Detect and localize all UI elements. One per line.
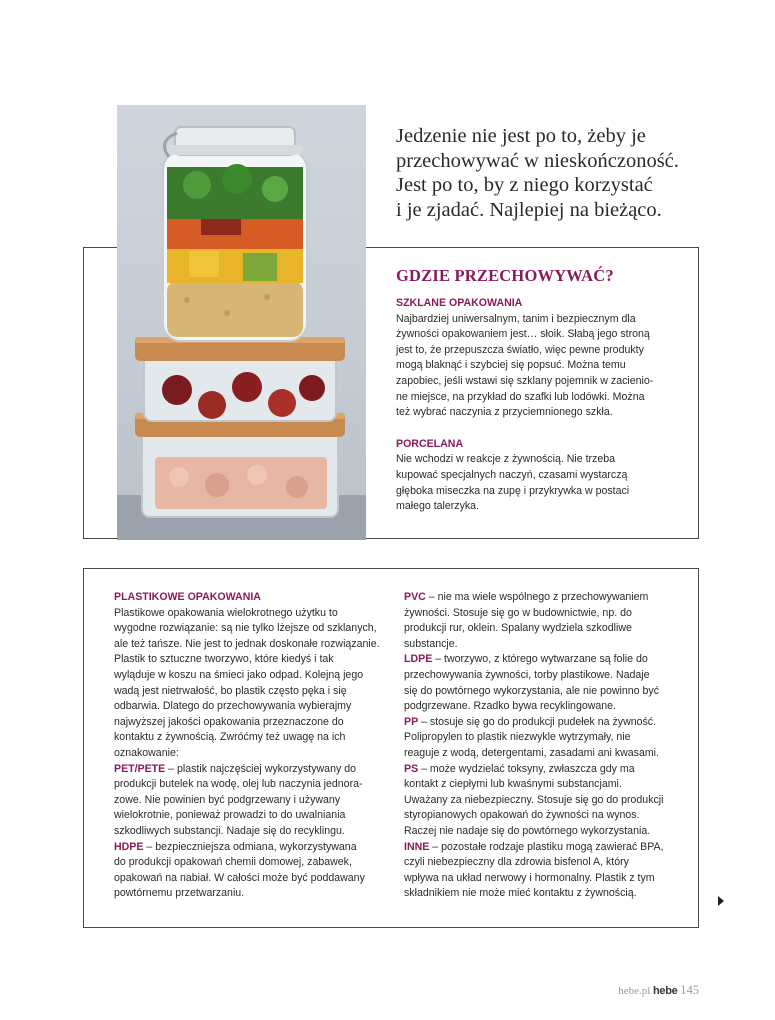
text-line: – nie ma wiele wspólnego z przechowywaniem (425, 591, 649, 603)
text-line: małego talerzyka. (396, 500, 480, 513)
glass-paragraph (396, 312, 676, 421)
porcelain-paragraph (396, 452, 676, 514)
text-line: Raczej nie nadaje się do powtórnego wykorzystania. (404, 824, 651, 837)
plastic-left-column (114, 590, 389, 902)
text-line: ale też tańsze. Nie jest to jednak doskonałe rozwiązanie. (114, 637, 380, 650)
text-line: podgrzewane. Rzadko bywa recyklingowane. (404, 700, 616, 713)
text-line: powtórnemu przetwarzaniu. (114, 887, 245, 900)
text-line: kontakt z ciepłymi lub kwaśnymi substancjami. (404, 778, 622, 791)
text-line: wpływa na układ nerwowy i hormonalny. Plastik z tym (404, 871, 655, 884)
text-line: Plastik to sztuczne tworzywo, które kiedyś i tak (114, 653, 334, 666)
next-page-arrow-icon[interactable] (718, 896, 724, 906)
food-containers-photo (117, 105, 366, 540)
text-line: styropianowych opakowań do żywności na wynos. (404, 809, 640, 822)
text-line: – stosuje się go do produkcji pudełek na żywność. (418, 715, 657, 728)
text-line: zowe. Nie powinien być podgrzewany i używany (114, 793, 341, 806)
text-line: przechowywania żywności, torby plastikowe. Nadaje (404, 668, 650, 681)
text-line: żywności. Stosuje się go w budownictwie, np. do (404, 606, 632, 619)
text-line: Najbardziej uniwersalnym, tanim i bezpiecznym dla (396, 312, 636, 325)
text-line: reaguje z wodą, detergentami, zasadami ani kwasami. (404, 746, 659, 759)
hdpe-entry (114, 840, 389, 856)
pet-label: PET/PETE (114, 762, 166, 775)
text-line: wielokrotnie, ponieważ prowadzi to do uwalniania (114, 809, 346, 822)
text-line: – bezpieczniejsza odmiana, wykorzystywana (143, 840, 357, 853)
text-line: odbarwia. Dlatego do przechowywania wybierajmy (114, 700, 352, 713)
storage-section (396, 266, 676, 515)
footer-site: hebe.pl (618, 985, 651, 997)
text-line: najwyższej jakości opakowania przeznaczone do (114, 715, 344, 728)
quote-line: Jedzenie nie jest po to, żeby je (396, 125, 646, 147)
section-heading: GDZIE PRZECHOWYWAĆ? (396, 266, 614, 285)
text-line: – tworzywo, z którego wytwarzane są folie do (432, 653, 648, 666)
plastic-right-column (404, 590, 684, 902)
text-line: do produkcji opakowań chemii domowej, zabawek, (114, 856, 352, 869)
text-line: szkodliwych substancji. Nadaje się do recyklingu. (114, 824, 345, 837)
text-line: wyląduje w koszu na śmieci jako odpad. Kolejną jego (114, 668, 364, 681)
text-line: mogą blaknąć i szybciej się popsuć. Można temu (396, 359, 626, 372)
jars-illustration (117, 105, 366, 540)
text-line: wygodne rozwiązanie: są nie tylko lżejsze od szklanych, (114, 622, 377, 635)
page-footer (618, 983, 699, 998)
porcelain-subheading: PORCELANA (396, 437, 464, 450)
pp-label: PP (404, 715, 419, 728)
text-line: kupować specjalnych naczyń, czasami wystarczą (396, 468, 628, 481)
text-line: – może wydzielać toksyny, zwłaszcza gdy ma (418, 762, 635, 775)
pet-entry (114, 762, 389, 778)
text-line: – pozostałe rodzaje plastiku mogą zawierać BPA, (429, 840, 664, 853)
text-line: opakowań na nabiał. W całości może być poddawany (114, 871, 365, 884)
other-entry (404, 840, 684, 856)
text-line: ne miejsce, na przykład do szafki lub lodówki. Można (396, 390, 645, 403)
text-line: głęboka miseczka na zupę i przykrywka w postaci (396, 484, 630, 497)
text-line: zapobiec, jeśli wstawi się szklany pojemnik w zacienio- (396, 374, 654, 387)
text-line: – plastik najczęściej wykorzystywany do (165, 762, 356, 775)
text-line: Plastikowe opakowania wielokrotnego użytku to (114, 606, 338, 619)
text-line: kontaktu z żywnością. Zwróćmy też uwagę na ich (114, 731, 346, 744)
text-line: składnikiem nie może mieć kontaktu z żywnością. (404, 887, 637, 900)
ps-label: PS (404, 762, 419, 775)
quote-line: przechowywać w nieskończoność. (396, 149, 679, 172)
ldpe-label: LDPE (404, 653, 433, 666)
text-line: czyli niebezpieczny dla zdrowia bisfenol A, który (404, 856, 629, 869)
glass-subheading: SZKLANE OPAKOWANIA (396, 297, 523, 309)
quote-line: Jest po to, by z niego korzystać (396, 174, 653, 196)
text-line: też wybrać naczynia z przyciemnionego szkła. (396, 406, 613, 419)
text-line: Nie wchodzi w reakcje z żywnością. Nie trzeba (396, 453, 616, 466)
page-number: 145 (680, 983, 699, 997)
footer-brand-logo: hebe (653, 985, 678, 997)
pvc-label: PVC (404, 591, 426, 603)
hdpe-label: HDPE (114, 840, 144, 853)
text-line: się do powtórnego wykorzystania, ale nie powinno być (404, 684, 659, 697)
text-line: żywności opakowaniem jest… słoik. Słabą jego stroną (396, 328, 650, 341)
text-line: produkcji rur, oklein. Spalany wydziela szkodliwe (404, 622, 632, 635)
text-line: jest to, że przepuszcza światło, więc pewne produkty (396, 343, 644, 356)
text-line: produkcji butelek na wodę, olej lub naczynia jednora- (114, 778, 363, 791)
quote-line: i je zjadać. Najlepiej na bieżąco. (396, 198, 662, 221)
pp-entry (404, 715, 684, 731)
ldpe-entry (404, 652, 684, 668)
text-line: wadą jest nietrwałość, bo plastik często pęka i się (114, 684, 347, 697)
pvc-entry (404, 590, 684, 606)
plastic-subheading: PLASTIKOWE OPAKOWANIA (114, 591, 261, 603)
ps-entry (404, 762, 684, 778)
text-line: Polipropylen to plastik niezwykle wytrzymały, nie (404, 731, 631, 744)
text-line: substancje. (404, 637, 458, 650)
text-line: Uważany za niebezpieczny. Stosuje się go do produkcji (404, 793, 664, 806)
text-line: oznakowanie: (114, 746, 179, 759)
other-label: INNE (404, 840, 430, 853)
intro-quote (396, 124, 726, 222)
